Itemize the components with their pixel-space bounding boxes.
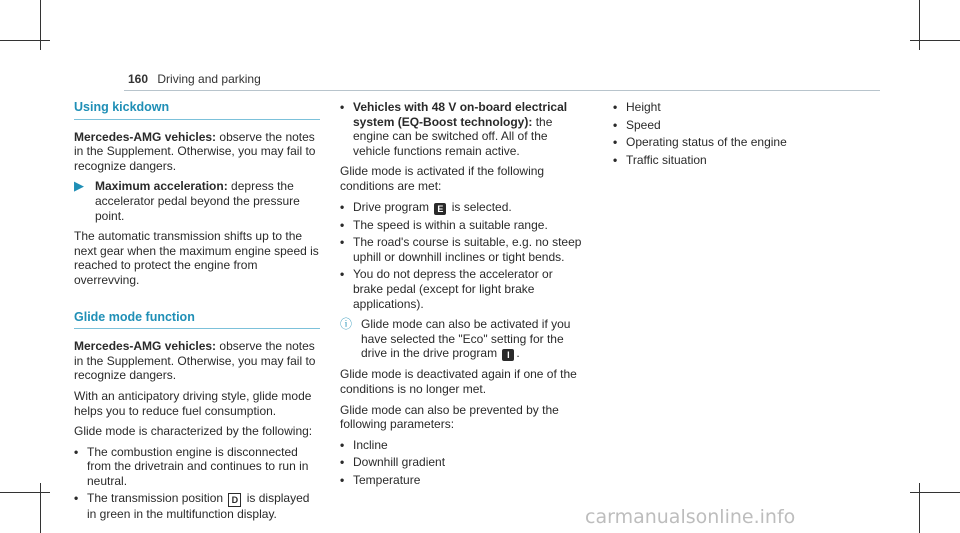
conditions-intro: Glide mode is activated if the following conditions are met:	[340, 164, 545, 193]
crop-mark	[919, 0, 920, 50]
crop-mark	[910, 40, 960, 41]
deactivation-text: Glide mode is deactivated again if one of the conditions is no longer met.	[340, 367, 577, 396]
watermark: carmanualsonline.info	[585, 506, 796, 528]
crop-mark	[0, 492, 50, 493]
crop-mark	[919, 483, 920, 533]
conditions-list	[340, 200, 586, 312]
drive-program-e-icon: E	[434, 203, 446, 215]
list-item: • The combustion engine is disconnected from the drivetrain and continues to run in neutral.	[74, 444, 309, 488]
header-rule	[124, 90, 880, 91]
drive-position-d-icon: D	[228, 493, 241, 507]
bullet-icon: •	[340, 472, 345, 487]
kickdown-intro: Mercedes-AMG vehicles: observe the notes in the Supplement. Otherwise, you may fail to recognize dangers.	[74, 129, 316, 173]
eq-boost-list	[340, 100, 586, 158]
list-item: • Traffic situation	[613, 152, 707, 167]
column-3	[613, 100, 859, 173]
bullet-icon: •	[613, 117, 618, 132]
column-1	[74, 100, 320, 528]
section-title: Driving and parking	[157, 72, 261, 86]
bullet-icon: •	[340, 455, 345, 470]
drive-program-individual-icon: I	[502, 349, 514, 361]
list-item: • The road's course is suitable, e.g. no steep uphill or downhill inclines or tight bends.	[340, 235, 582, 264]
list-item: • Drive program E is selected.	[340, 199, 512, 214]
list-item: • Downhill gradient	[340, 455, 446, 470]
column-2	[340, 100, 586, 493]
list-item: • Height	[613, 100, 661, 114]
list-item: • Vehicles with 48 V on-board electrical system (EQ-Boost technology): the engine can be switched off. All of the vehicle functions remain active.	[340, 100, 568, 158]
kickdown-step: ▶ Maximum acceleration: depress the accelerator pedal beyond the pressure point.	[74, 178, 300, 223]
list-item: • The speed is within a suitable range.	[340, 217, 548, 232]
glide-heading: Glide mode function	[74, 310, 320, 330]
info-note: ⓘ Glide mode can also be activated if you have selected the "Eco" setting for the drive in the drive program I .	[340, 317, 571, 361]
bullet-icon: •	[613, 100, 618, 114]
bullet-icon: •	[340, 100, 345, 114]
crop-mark	[910, 492, 960, 493]
page-header	[128, 72, 261, 86]
glide-para-2: Glide mode is characterized by the following:	[74, 424, 313, 439]
bullet-icon: •	[340, 217, 345, 232]
glide-list	[74, 445, 320, 522]
glide-intro: Mercedes-AMG vehicles: observe the notes in the Supplement. Otherwise, you may fail to recognize dangers.	[74, 339, 316, 383]
bullet-icon: •	[340, 437, 345, 452]
crop-mark	[0, 40, 50, 41]
bullet-icon: •	[74, 491, 79, 506]
list-item: • Incline	[340, 437, 388, 452]
list-item: • You do not depress the accelerator or brake pedal (except for light brake applications).	[340, 267, 553, 311]
crop-mark	[40, 483, 41, 533]
kickdown-heading: Using kickdown	[74, 100, 320, 120]
list-item: • Temperature	[340, 472, 421, 487]
glide-para-1: With an anticipatory driving style, glide mode helps you to reduce fuel consumption.	[74, 388, 312, 418]
kickdown-body: The automatic transmission shifts up to the next gear when the maximum engine speed is reached to protect the engine from overrevving.	[74, 229, 319, 287]
info-icon: ⓘ	[340, 317, 353, 332]
bullet-icon: •	[613, 135, 618, 150]
page-number: 160	[128, 72, 149, 86]
bullet-icon: •	[340, 199, 345, 214]
bullet-icon: •	[340, 267, 345, 282]
parameter-list	[340, 438, 586, 488]
list-item: • The transmission position D is displayed in green in the multifunction display.	[74, 491, 310, 522]
parameter-list-continued	[613, 100, 859, 167]
list-item: • Speed	[613, 117, 661, 132]
step-arrow-icon: ▶	[74, 178, 84, 194]
list-item: • Operating status of the engine	[613, 135, 787, 150]
bullet-icon: •	[74, 444, 79, 459]
bullet-icon: •	[613, 152, 618, 167]
bullet-icon: •	[340, 235, 345, 250]
crop-mark	[40, 0, 41, 50]
prevention-text: Glide mode can also be prevented by the following parameters:	[340, 402, 559, 432]
